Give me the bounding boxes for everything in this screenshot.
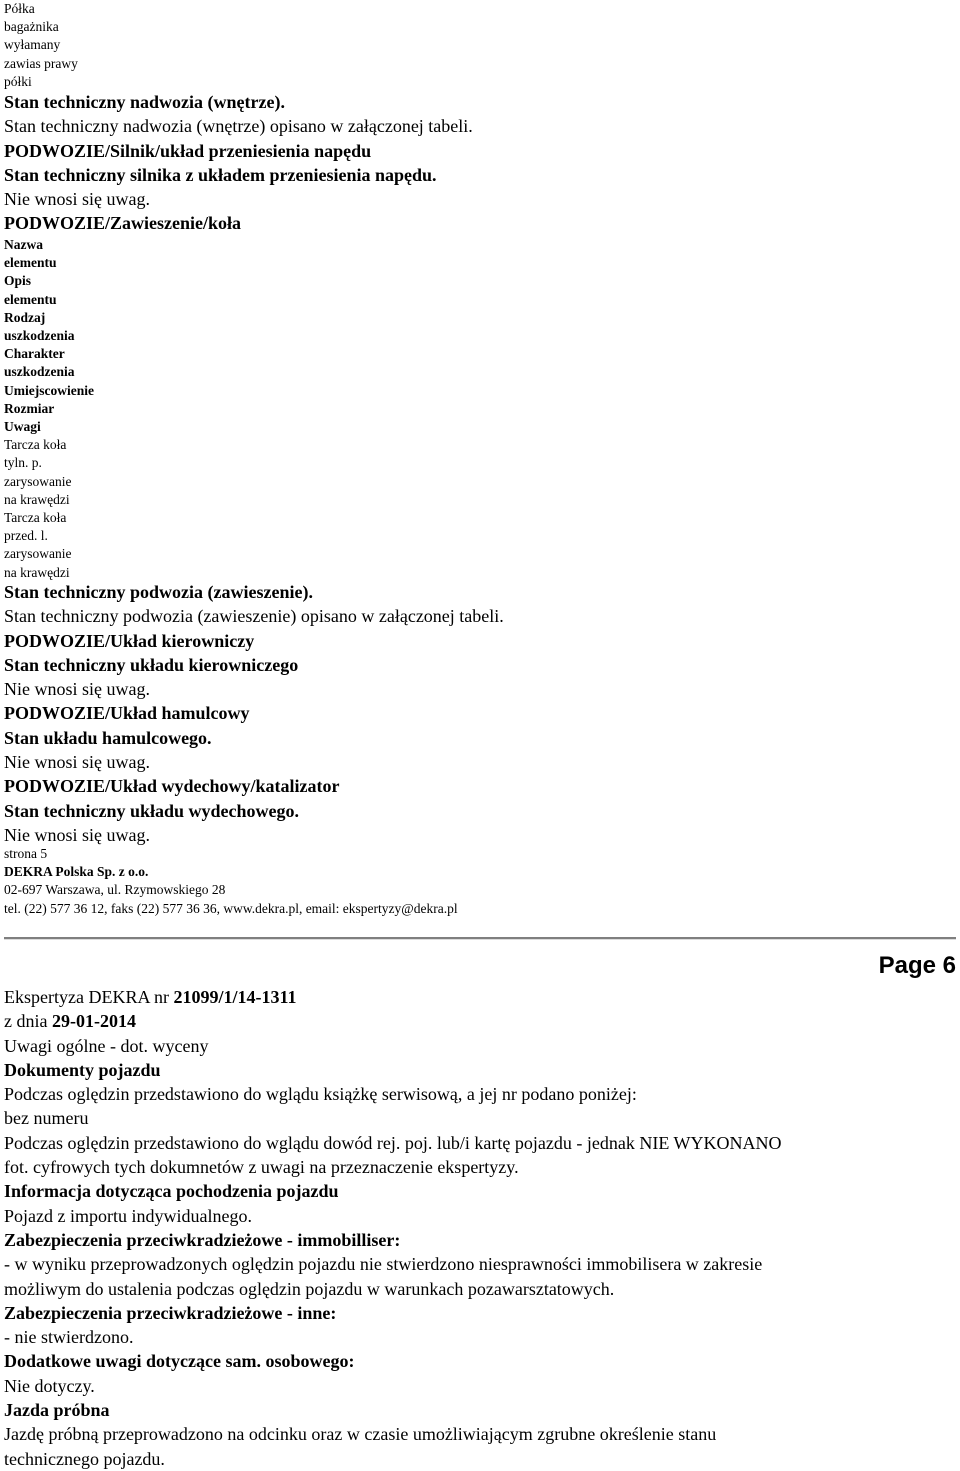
- documents-heading: Dokumenty pojazdu: [4, 1059, 161, 1080]
- test-drive-text: Jazdę próbną przeprowadzono na odcinku oraz w czasie umożliwiającym zgrubne określenie stanu: [4, 1424, 717, 1445]
- section-heading: Stan układu hamulcowego.: [4, 727, 212, 748]
- table-cell: tyln. p.: [4, 455, 42, 471]
- table-cell: bagażnika: [4, 19, 59, 35]
- table-cell: na krawędzi: [4, 491, 70, 507]
- page-footer: [4, 845, 458, 918]
- section-text: Nie wnosi się uwag.: [4, 752, 150, 773]
- table-header: elementu: [4, 255, 57, 271]
- documents-text: Podczas oględzin przedstawiono do wglądu książkę serwisową, a jej nr podano poniżej:: [4, 1084, 637, 1105]
- table-cell: zawias prawy: [4, 55, 78, 71]
- lower-sections: [4, 580, 504, 847]
- table-header: Rodzaj: [4, 309, 46, 325]
- section-text: Nie wnosi się uwag.: [4, 824, 150, 845]
- company-contact: tel. (22) 577 36 12, faks (22) 577 36 36, www.dekra.pl, email: ekspertyzy@dekra.pl: [4, 900, 458, 916]
- test-drive-text: technicznego pojazdu.: [4, 1448, 165, 1469]
- page-6-content: [4, 985, 944, 1471]
- section-text: Stan techniczny nadwozia (wnętrze) opisano w załączonej tabeli.: [4, 116, 473, 137]
- table-cell: na krawędzi: [4, 564, 70, 580]
- section-text: Stan techniczny podwozia (zawieszenie) opisano w załączonej tabeli.: [4, 606, 504, 627]
- section-heading: PODWOZIE/Układ hamulcowy: [4, 703, 250, 724]
- section-heading: Stan techniczny nadwozia (wnętrze).: [4, 92, 285, 112]
- upper-sections: [4, 90, 473, 236]
- origin-heading: Informacja dotycząca pochodzenia pojazdu: [4, 1181, 339, 1202]
- date-line: [4, 1009, 944, 1033]
- section-heading: Stan techniczny silnika z układem przeniesienia napędu.: [4, 164, 437, 185]
- table-header: Nazwa: [4, 237, 43, 252]
- expertise-prefix: Ekspertyza DEKRA nr: [4, 987, 174, 1007]
- date-prefix: z dnia: [4, 1011, 52, 1032]
- previous-table-tail: [4, 0, 78, 91]
- page-divider: [4, 937, 956, 940]
- table-header: elementu: [4, 291, 57, 307]
- section-heading: PODWOZIE/Układ kierowniczy: [4, 630, 255, 651]
- expertise-line: [4, 985, 944, 1009]
- other-security-text: - nie stwierdzono.: [4, 1327, 134, 1348]
- section-heading: Stan techniczny podwozia (zawieszenie).: [4, 582, 313, 602]
- table-header: uszkodzenia: [4, 364, 75, 380]
- other-security-heading: Zabezpieczenia przeciwkradzieżowe - inne:: [4, 1302, 337, 1323]
- immobiliser-text: możliwym do ustalenia podczas oględzin pojazdu w warunkach pozawarsztatowych.: [4, 1278, 615, 1299]
- passenger-heading: Dodatkowe uwagi dotyczące sam. osobowego:: [4, 1351, 355, 1372]
- table-header: Uwagi: [4, 419, 41, 435]
- test-drive-heading: Jazda próbna: [4, 1400, 110, 1421]
- section-text: Nie wnosi się uwag.: [4, 189, 150, 210]
- company-address: 02-697 Warszawa, ul. Rzymowskiego 28: [4, 882, 226, 898]
- section-heading: Stan techniczny układu wydechowego.: [4, 800, 300, 821]
- table-header: Umiejscowienie: [4, 382, 94, 398]
- immobiliser-heading: Zabezpieczenia przeciwkradzieżowe - immobilliser:: [4, 1229, 401, 1250]
- table-cell: wyłamany: [4, 37, 61, 53]
- suspension-table: [4, 236, 94, 582]
- documents-text: Podczas oględzin przedstawiono do wglądu dowód rej. poj. lub/i kartę pojazdu - jednak NIE WYKONANO: [4, 1132, 782, 1153]
- table-cell: Półka: [4, 1, 35, 16]
- section-heading: Stan techniczny układu kierowniczego: [4, 654, 299, 675]
- documents-text: bez numeru: [4, 1108, 89, 1129]
- origin-text: Pojazd z importu indywidualnego.: [4, 1205, 252, 1226]
- general-notes: Uwagi ogólne - dot. wyceny: [4, 1035, 209, 1056]
- section-heading: PODWOZIE/Zawieszenie/koła: [4, 213, 242, 234]
- table-cell: półki: [4, 73, 32, 89]
- section-heading: PODWOZIE/Silnik/układ przeniesienia napędu: [4, 140, 372, 161]
- section-heading: PODWOZIE/Układ wydechowy/katalizator: [4, 776, 340, 797]
- date-value: 29-01-2014: [51, 1011, 136, 1032]
- table-cell: zarysowanie: [4, 473, 72, 489]
- table-cell: Tarcza koła: [4, 510, 67, 526]
- immobiliser-text: - w wyniku przeprowadzonych oględzin pojazdu nie stwierdzono niesprawności immobilisera w zakresie: [4, 1254, 763, 1275]
- table-header: Opis: [4, 273, 32, 289]
- table-header: Rozmiar: [4, 400, 55, 416]
- page-label: Page 6: [878, 952, 956, 979]
- table-cell: przed. l.: [4, 528, 48, 544]
- table-header: Charakter: [4, 346, 65, 362]
- table-cell: zarysowanie: [4, 546, 72, 562]
- documents-text: fot. cyfrowych tych dokumnetów z uwagi na przeznaczenie ekspertyzy.: [4, 1157, 519, 1178]
- passenger-text: Nie dotyczy.: [4, 1375, 95, 1396]
- expertise-number: 21099/1/14-1311: [173, 987, 297, 1007]
- section-text: Nie wnosi się uwag.: [4, 679, 150, 700]
- table-cell: Tarcza koła: [4, 437, 67, 453]
- table-header: uszkodzenia: [4, 328, 75, 344]
- company-name: DEKRA Polska Sp. z o.o.: [4, 864, 149, 880]
- page-number: strona 5: [4, 846, 48, 861]
